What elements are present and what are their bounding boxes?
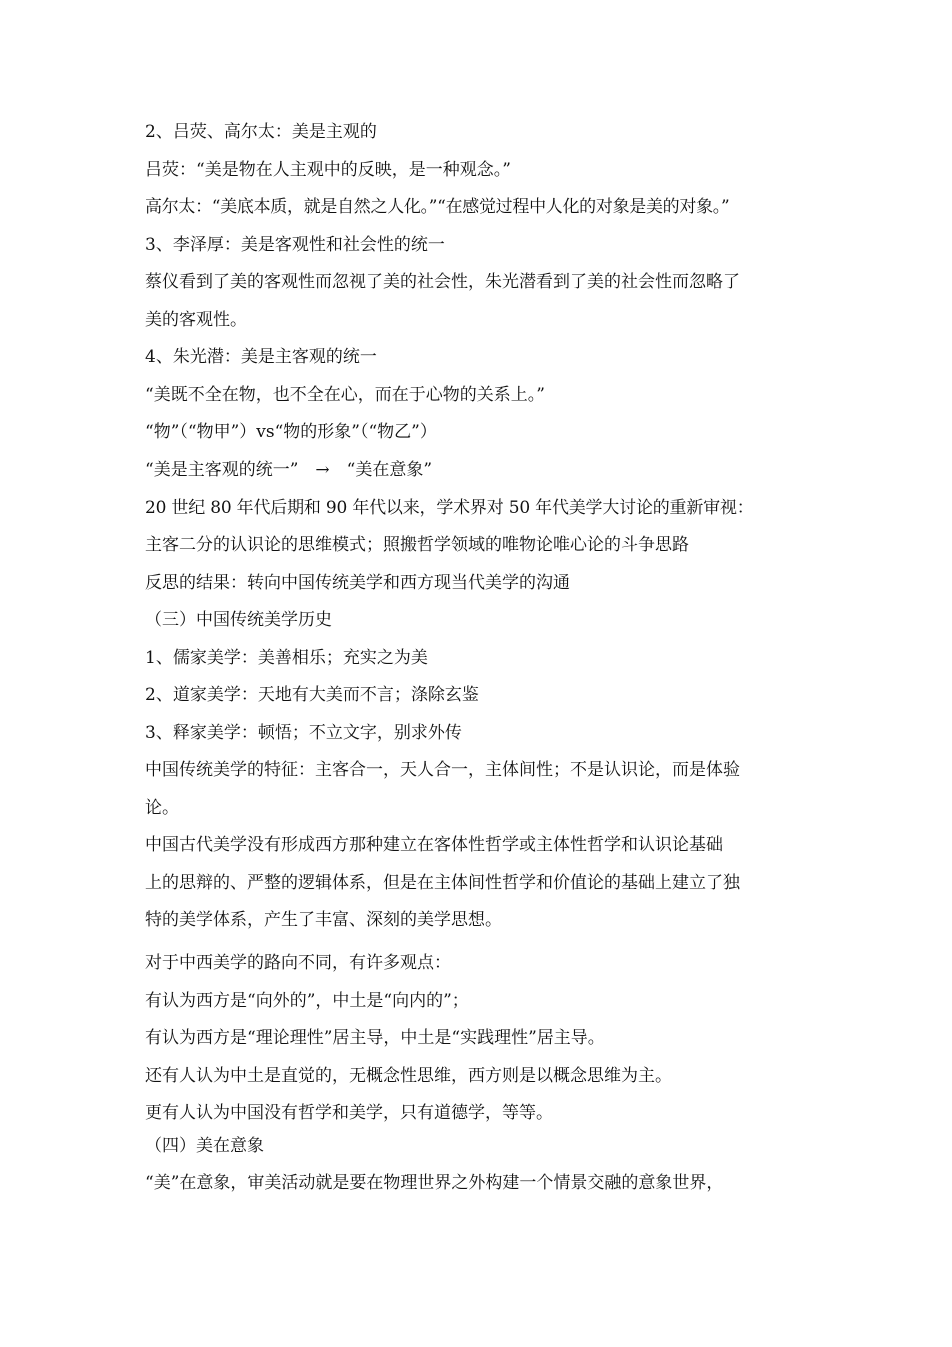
text-line: 对于中西美学的路向不同，有许多观点： [145, 953, 451, 973]
list-item: 1、儒家美学：美善相乐；充实之为美 [145, 648, 428, 668]
text-line: 蔡仪看到了美的客观性而忽视了美的社会性，朱光潜看到了美的社会性而忽略了 [145, 272, 740, 292]
text-line: “美”在意象，审美活动就是要在物理世界之外构建一个情景交融的意象世界， [145, 1173, 724, 1193]
heading-zhu-guangqian: 4、朱光潜：美是主客观的统一 [145, 347, 377, 367]
text-line: 20 世纪 80 年代后期和 90 年代以来，学术界对 50 年代美学大讨论的重新审视： [145, 498, 754, 518]
list-item: 3、释家美学：顿悟；不立文字，别求外传 [145, 723, 462, 743]
text-line: “美是主客观的统一” → “美在意象” [145, 460, 433, 480]
list-item: 2、道家美学：天地有大美而不言；涤除玄鉴 [145, 685, 479, 705]
text-line: 主客二分的认识论的思维模式；照搬哲学领域的唯物论唯心论的斗争思路 [145, 535, 689, 555]
text-line: 有认为西方是“向外的”，中土是“向内的”； [145, 991, 469, 1011]
text-line: 还有人认为中土是直觉的，无概念性思维，西方则是以概念思维为主。 [145, 1066, 672, 1086]
text-line: 上的思辩的、严整的逻辑体系，但是在主体间性哲学和价值论的基础上建立了独 [145, 873, 740, 893]
text-line: 美的客观性。 [145, 310, 247, 330]
text-line: 论。 [145, 798, 179, 818]
text-line: 高尔太：“美底本质，就是自然之人化。”“在感觉过程中人化的对象是美的对象。” [145, 197, 730, 217]
text-line: 反思的结果：转向中国传统美学和西方现当代美学的沟通 [145, 573, 570, 593]
text-line: 中国古代美学没有形成西方那种建立在客体性哲学或主体性哲学和认识论基础 [145, 835, 723, 855]
section-heading-3: （三）中国传统美学历史 [145, 610, 332, 630]
text-line: 中国传统美学的特征：主客合一，天人合一，主体间性；不是认识论，而是体验 [145, 760, 740, 780]
text-line: “物”（“物甲”）vs“物的形象”（“物乙”） [145, 422, 437, 442]
text-line: 吕荧：“美是物在人主观中的反映，是一种观念。” [145, 160, 511, 180]
heading-lv-gao: 2、吕荧、高尔太：美是主观的 [145, 122, 377, 142]
heading-li-zehou: 3、李泽厚：美是客观性和社会性的统一 [145, 235, 445, 255]
text-line: “美既不全在物，也不全在心，而在于心物的关系上。” [145, 385, 545, 405]
section-heading-4: （四）美在意象 [145, 1136, 264, 1156]
text-line: 特的美学体系，产生了丰富、深刻的美学思想。 [145, 910, 502, 930]
text-line: 更有人认为中国没有哲学和美学，只有道德学，等等。 [145, 1103, 553, 1123]
text-line: 有认为西方是“理论理性”居主导，中土是“实践理性”居主导。 [145, 1028, 605, 1048]
